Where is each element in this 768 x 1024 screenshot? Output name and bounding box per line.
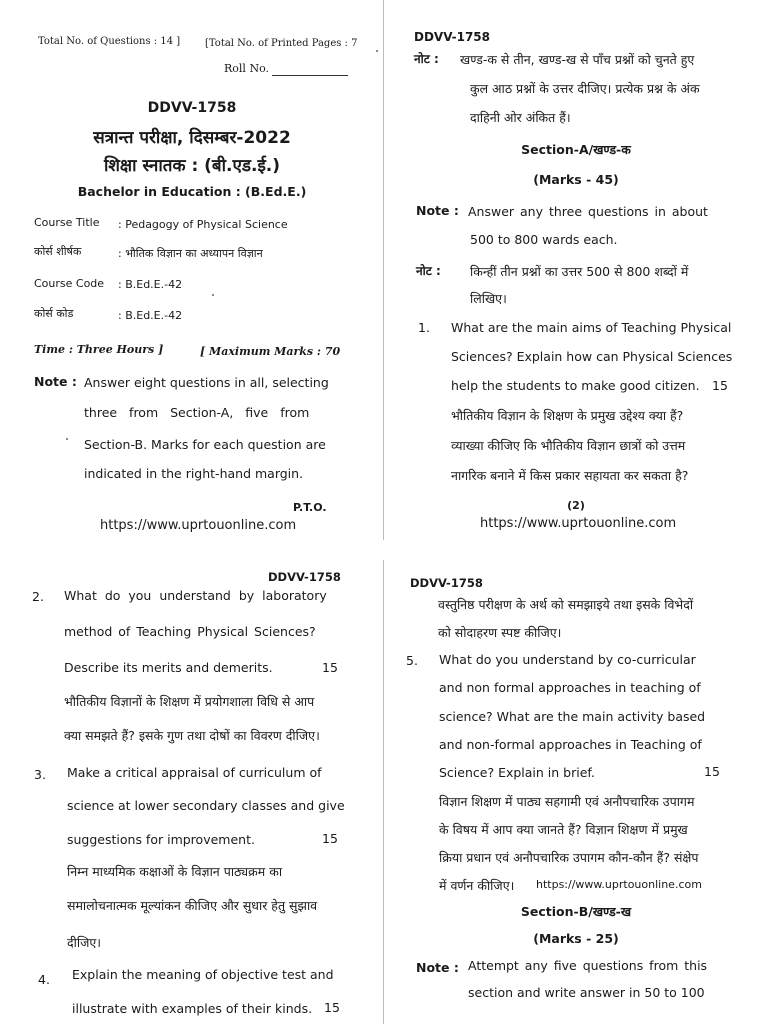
note-line-1: Answer eight questions in all, selecting [84,375,329,390]
q4-number: 4. [38,972,50,987]
q5-line-1: What do you understand by co-curricular [439,652,696,667]
q2-number: 2. [32,589,44,604]
footer-url[interactable]: https://www.uprtouonline.com [480,516,677,531]
section-b-marks: (Marks - 25) [533,931,619,946]
note-hindi-line-3: दाहिनी ओर अंकित हैं। [470,110,571,125]
page-3-panel [0,560,384,1024]
note2-hindi-label: नोट : [416,264,441,278]
q1-hindi-line-3: नागरिक बनाने में किस प्रकार सहायता कर सकता है? [451,468,689,483]
q2-hindi-line-1: भौतिकीय विज्ञानों के शिक्षण में प्रयोगशाला विधि से आप [64,694,315,709]
q1-number: 1. [418,320,430,335]
q2-line-3: Describe its merits and demerits. [64,660,273,675]
q5-line-3: science? What are the main activity based [439,709,706,724]
note-label: Note : [416,203,459,218]
course-title-hindi-value: : भौतिक विज्ञान का अध्यापन विज्ञान [118,247,263,260]
course-title-value: : Pedagogy of Physical Science [118,218,288,231]
q5-line-2: and non formal approaches in teaching of [439,680,701,695]
q3-hindi-line-3: दीजिए। [67,935,102,950]
footer-url[interactable]: https://www.uprtouonline.com [100,518,297,533]
q3-line-1: Make a critical appraisal of curriculum of [67,765,322,780]
q4-hindi-line-2: को सोदाहरण स्पष्ट कीजिए। [438,625,562,640]
note-hindi-line-2: कुल आठ प्रश्नों के उत्तर दीजिए। प्रत्येक प्रश्न के अंक [470,81,700,96]
note2-hindi-line-2: लिखिए। [470,291,507,306]
section-b-heading: Section-B/खण्ड-ख [520,904,632,919]
q1-line-3: help the students to make good citizen. [451,378,700,393]
note-hindi-line-1: खण्ड-क से तीन, खण्ड-ख से पाँच प्रश्नों को चुनते हुए [460,52,695,67]
q2-hindi-line-2: क्या समझते हैं? इसके गुण तथा दोषों का विवरण दीजिए। [64,728,320,743]
note-label: Note : [34,374,77,389]
section-a-marks: (Marks - 45) [533,172,619,187]
total-questions: Total No. of Questions : 14 ] [38,36,181,47]
scan-speck [212,294,214,296]
q1-line-2: Sciences? Explain how can Physical Sciences [451,349,733,364]
q2-marks: 15 [322,660,338,675]
roll-no-blank [272,75,348,76]
paper-code: DDVV-1758 [268,570,341,584]
q1-hindi-line-2: व्याख्या कीजिए कि भौतिकीय विज्ञान छात्रों को उत्तम [451,438,686,453]
course-code-value: : B.Ed.E.-42 [118,278,183,291]
q5-hindi-line-1: विज्ञान शिक्षण में पाठ्य सहगामी एवं अनौपचारिक उपागम [439,794,695,809]
note-line-2: section and write answer in 50 to 100 [468,985,705,1000]
page-4-panel [384,560,768,1024]
total-printed-pages: [Total No. of Printed Pages : 7 [205,38,358,49]
q3-hindi-line-1: निम्न माध्यमिक कक्षाओं के विज्ञान पाठ्यक्रम का [67,864,283,879]
course-title-label: Course Title [34,216,100,229]
paper-code: DDVV-1758 [414,30,491,44]
course-code-hindi-value: : B.Ed.E.-42 [118,309,183,322]
q5-hindi-line-4: में वर्णन कीजिए। [439,878,515,893]
q4-line-2: illustrate with examples of their kinds. [72,1001,313,1016]
degree-english: Bachelor in Education : (B.Ed.E.) [77,184,307,199]
pto: P.T.O. [293,501,327,514]
q5-line-4: and non-formal approaches in Teaching of [439,737,702,752]
q5-marks: 15 [704,764,720,779]
roll-no-label: Roll No. [224,62,269,75]
maximum-marks: [ Maximum Marks : 70 [200,345,341,358]
paper-code: DDVV-1758 [147,100,237,116]
q4-marks: 15 [324,1000,340,1015]
page-2-panel [384,0,768,540]
note-line-1: Attempt any five questions from this [468,958,708,973]
q3-marks: 15 [322,831,338,846]
course-code-hindi-label: कोर्स कोड [34,307,74,320]
note-hindi-label: नोट : [414,52,439,66]
q3-line-2: science at lower secondary classes and give [67,798,345,813]
section-a-heading: Section-A/खण्ड-क [521,142,631,157]
inline-url[interactable]: https://www.uprtouonline.com [536,878,702,891]
q3-line-3: suggestions for improvement. [67,832,255,847]
q1-hindi-line-1: भौतिकीय विज्ञान के शिक्षण के प्रमुख उद्देश्य क्या हैं? [451,408,684,423]
exam-title-hindi: सत्रान्त परीक्षा, दिसम्बर-2022 [93,128,291,148]
scan-speck [376,50,378,52]
q1-line-1: What are the main aims of Teaching Physical [451,320,732,335]
degree-hindi: शिक्षा स्नातक : (बी.एड.ई.) [103,156,281,176]
q2-line-1: What do you understand by laboratory [64,588,327,603]
page-1-panel [0,0,384,540]
q4-line-1: Explain the meaning of objective test and [72,967,334,982]
q3-number: 3. [34,767,46,782]
note-line-1: Answer any three questions in about [468,204,708,219]
scan-speck [66,438,68,440]
note-line-3: Section-B. Marks for each question are [84,437,326,452]
q5-number: 5. [406,653,418,668]
q4-hindi-line-1: वस्तुनिष्ठ परीक्षण के अर्थ को समझाइये तथा इसके विभेदों [438,597,694,612]
note-line-2: 500 to 800 wards each. [470,232,618,247]
paper-code: DDVV-1758 [410,576,483,590]
q5-hindi-line-2: के विषय में आप क्या जानते हैं? विज्ञान शिक्षण में प्रमुख [439,822,688,837]
note-line-2: three from Section-A, five from [84,405,310,420]
q1-marks: 15 [712,378,728,393]
note-label: Note : [416,960,459,975]
time-label: Time : Three Hours ] [34,343,164,356]
q2-line-2: method of Teaching Physical Sciences? [64,624,316,639]
course-title-hindi-label: कोर्स शीर्षक [34,245,82,258]
q3-hindi-line-2: समालोचनात्मक मूल्यांकन कीजिए और सुधार हेतु सुझाव [67,898,318,913]
course-code-label: Course Code [34,277,105,290]
page-number: (2) [567,499,585,512]
note2-hindi-line-1: किन्हीं तीन प्रश्नों का उत्तर 500 से 800 शब्दों में [470,264,689,279]
q5-hindi-line-3: क्रिया प्रधान एवं अनौपचारिक उपागम कौन-कौन हैं? संक्षेप [439,850,699,865]
q5-line-5: Science? Explain in brief. [439,765,595,780]
note-line-4: indicated in the right-hand margin. [84,466,304,481]
